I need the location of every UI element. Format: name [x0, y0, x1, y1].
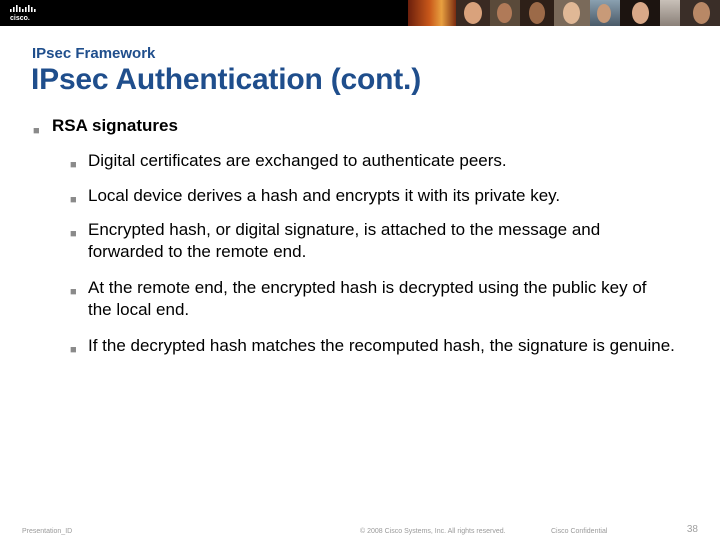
- section-title: IPsec Framework: [32, 45, 156, 62]
- square-bullet-icon: ■: [70, 228, 77, 240]
- page-number: 38: [686, 524, 698, 535]
- square-bullet-icon: ■: [70, 344, 77, 356]
- bullet-text: RSA signatures: [52, 116, 178, 135]
- header-photo-strip: [408, 0, 720, 26]
- square-bullet-icon: ■: [70, 159, 77, 171]
- header-photo: [660, 0, 680, 26]
- header-photo: [490, 0, 520, 26]
- sub-bullet: [70, 335, 690, 357]
- cisco-logo-icon: [9, 4, 41, 22]
- sub-bullet: [70, 219, 670, 263]
- sub-bullet: [70, 185, 690, 207]
- square-bullet-icon: ■: [70, 286, 77, 298]
- square-bullet-icon: ■: [70, 194, 77, 206]
- bullet-rsa-signatures: [33, 115, 693, 137]
- header-photo: [520, 0, 554, 26]
- footer-copyright: © 2008 Cisco Systems, Inc. All rights reserved.: [360, 528, 506, 535]
- header-photo: [456, 0, 490, 26]
- sub-bullet-text: Local device derives a hash and encrypts it with its private key.: [88, 186, 561, 205]
- sub-bullet-text: Encrypted hash, or digital signature, is attached to the message and forwarded to the remote end.: [88, 220, 601, 261]
- square-bullet-icon: ■: [33, 125, 40, 137]
- header-photo: [680, 0, 720, 26]
- sub-bullet-text: Digital certificates are exchanged to authenticate peers.: [88, 151, 507, 170]
- header-photo: [554, 0, 590, 26]
- header-banner: [0, 0, 720, 26]
- sub-bullet: [70, 277, 650, 321]
- logo-wordmark: cisco.: [10, 15, 30, 22]
- header-photo: [620, 0, 660, 26]
- header-photo: [590, 0, 620, 26]
- slide-title: IPsec Authentication (cont.): [31, 63, 421, 96]
- sub-bullet-text: If the decrypted hash matches the recomputed hash, the signature is genuine.: [88, 336, 675, 355]
- footer-presentation-id: Presentation_ID: [22, 528, 73, 535]
- sub-bullet: [70, 150, 690, 172]
- sub-bullet-text: At the remote end, the encrypted hash is decrypted using the public key of the local end.: [88, 278, 647, 319]
- footer-confidential: Cisco Confidential: [551, 528, 608, 535]
- header-photo: [408, 0, 456, 26]
